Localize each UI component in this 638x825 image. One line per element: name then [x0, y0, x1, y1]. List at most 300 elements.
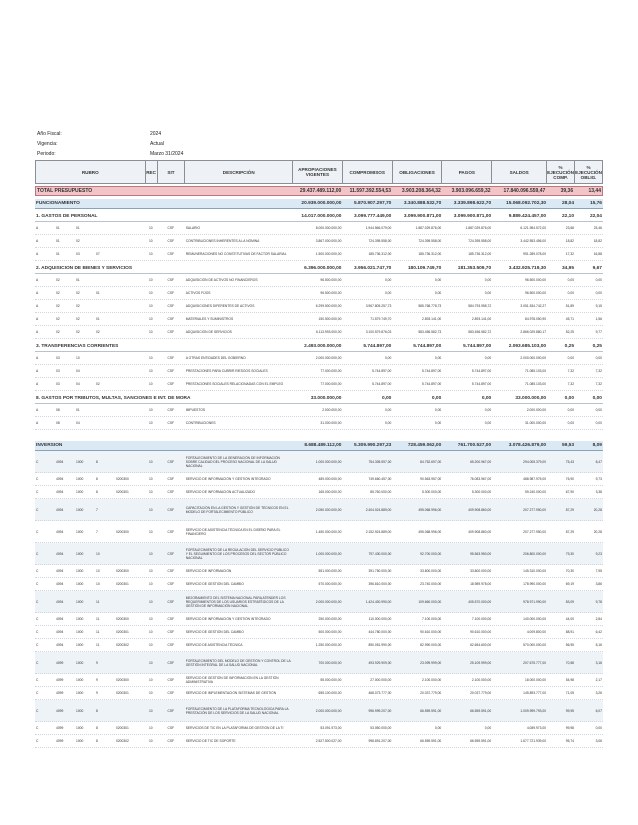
- saldos-cell: 2.000.000.000,00: [520, 356, 547, 360]
- header-ejecucion-oblig: % EJECUCIÓN OBLIG.: [575, 164, 602, 180]
- meta-row: [37, 139, 183, 149]
- ejec-oblig-cell: 3,16: [595, 660, 602, 665]
- descripcion-cell: FORTALECIMIENTO DE LA PLATAFORMA TECNOLÓGICA PARA LA PRESTACIÓN DE LOS SERVICIOS DE LA SALUD NACIONAL: [185, 706, 289, 715]
- rec-cell: 10: [148, 643, 153, 647]
- compromisos-cell: 391.750.000,00: [368, 569, 392, 573]
- table-row: [35, 378, 603, 391]
- rubro-part: 1000: [76, 569, 84, 573]
- rubro-cell: [35, 726, 145, 730]
- ejec-oblig-cell: 0,00: [595, 726, 602, 730]
- pagos-cell: 5.300.000,00: [471, 490, 492, 494]
- header-rubro: RUBRO: [36, 161, 146, 183]
- ejec-oblig-cell: 3,26: [595, 691, 602, 695]
- meta-row: [37, 149, 183, 159]
- sit-cell: CSF: [167, 643, 175, 647]
- ejec-comp-cell: 23,68: [565, 226, 575, 230]
- ejec-comp-cell: 95,74: [565, 739, 575, 743]
- table-row: [35, 722, 603, 735]
- saldos-cell: 9.889.424.457,00: [508, 214, 547, 219]
- sit-cell: CSF: [167, 239, 175, 243]
- descripcion-cell: PRESTACIONES SOCIALES RELACIONADAS CON EL EMPLEO: [185, 382, 284, 386]
- obligaciones-cell: 90.563.957,00: [420, 477, 442, 481]
- compromisos-cell: 3.956.021.747,70: [353, 266, 392, 271]
- rubro-part: 1000: [76, 739, 84, 743]
- section-row: [35, 342, 603, 352]
- obligaciones-cell: 0,00: [431, 396, 442, 401]
- rec-cell: 10: [148, 678, 153, 682]
- rubro-cell: [35, 239, 145, 243]
- table-row: [35, 451, 603, 473]
- rec-cell: 10: [148, 421, 153, 425]
- apropiaciones-cell: 53.091.973,00: [320, 726, 342, 730]
- section-row: [35, 394, 603, 404]
- header-apropiaciones: APROPIACIONES VIGENTES: [293, 161, 343, 183]
- obligaciones-cell: 0,00: [434, 291, 442, 295]
- apropiaciones-cell: 1.450.000.000,00: [315, 529, 342, 534]
- saldos-cell: 1.009.999.793,00: [520, 708, 547, 713]
- ejec-comp-cell: 44,00: [565, 617, 575, 621]
- rubro-part: 4094: [56, 529, 64, 534]
- table-row: [35, 313, 603, 326]
- rec-cell: 10: [148, 630, 153, 634]
- rubro-part: [116, 460, 136, 464]
- rubro-part: 01: [56, 252, 60, 256]
- apropiaciones-cell: 1.000.000.000,00: [315, 459, 342, 464]
- sit-cell: CSF: [167, 278, 175, 282]
- rubro-part: 1000: [76, 599, 84, 604]
- rubro-part: 10: [96, 582, 100, 586]
- obligaciones-cell: 109.660.000,00: [418, 599, 442, 604]
- apropiaciones-cell: 14.017.000.000,00: [301, 214, 342, 219]
- saldos-cell: 18.000.000,00: [524, 678, 547, 682]
- table-row: [35, 404, 603, 417]
- saldos-cell: 145.893.777,00: [523, 691, 547, 695]
- compromisos-cell: 185.736.312,00: [368, 252, 392, 256]
- rubro-cell: [35, 408, 145, 412]
- ejec-comp-cell: 54,98: [565, 678, 575, 682]
- saldos-cell: 71.085.103,00: [524, 369, 547, 373]
- meta-label: Periodo:: [37, 151, 56, 157]
- compromisos-cell: 0,00: [384, 291, 392, 295]
- ejec-oblig-cell: 9,23: [595, 551, 602, 556]
- row-label: FUNCIONAMIENTO: [36, 201, 80, 206]
- rubro-cell: [35, 739, 145, 743]
- saldos-cell: 207.277.950,00: [523, 507, 547, 512]
- rubro-part: [96, 421, 116, 425]
- rubro-part: 1000: [76, 490, 84, 494]
- obligaciones-cell: 23.740.000,00: [420, 582, 442, 586]
- rubro-cell: [35, 569, 145, 573]
- pagos-cell: 95.563.950,00: [470, 551, 492, 556]
- rubro-part: 02: [76, 304, 80, 308]
- ejec-comp-cell: 0,00: [567, 421, 575, 425]
- rubro-part: [96, 278, 116, 282]
- rubro-part: [116, 600, 136, 604]
- saldos-cell: 178.990.000,00: [523, 582, 547, 586]
- descripcion-cell: FORTALECIMIENTO DE LA REGULACIÓN DEL SERVICIO PÚBLICO Y EL SEGUIMIENTO DE LOS PROCESOS DEL SECTOR PÚBLICO NACIONAL: [185, 547, 289, 560]
- obligaciones-cell: 5.744.897,00: [422, 382, 442, 386]
- ejec-oblig-cell: 9,15: [595, 304, 602, 308]
- table-row: [35, 735, 603, 748]
- rubro-part: 03: [76, 252, 80, 256]
- compromisos-cell: 754.305.597,00: [368, 459, 392, 464]
- rubro-part: 7: [96, 507, 98, 512]
- saldos-cell: 978.971.990,00: [523, 599, 547, 604]
- table-row: [35, 700, 603, 722]
- ejec-oblig-cell: 0,00: [595, 356, 602, 360]
- rec-cell: 10: [148, 252, 153, 256]
- descripcion-cell: SALARIO: [185, 226, 201, 230]
- rubro-part: 4094: [56, 643, 64, 647]
- table-row: [35, 473, 603, 486]
- descripcion-cell: SERVICIO DE GESTIÓN DEL CAMBIO: [185, 630, 244, 634]
- header-descripcion: DESCRIPCIÓN: [185, 161, 293, 183]
- rec-cell: 10: [148, 408, 153, 412]
- ejec-comp-cell: 59,53: [562, 443, 575, 448]
- rubro-part: 4094: [56, 630, 64, 634]
- rubro-part: 4099: [56, 691, 64, 695]
- apropiaciones-cell: 8.000.000.000,00: [315, 226, 342, 230]
- rubro-part: [116, 709, 136, 713]
- ejec-comp-cell: 79,30: [565, 551, 575, 556]
- pagos-cell: 33.800.000,00: [470, 569, 492, 573]
- saldos-cell: 570.000.000,00: [523, 643, 547, 647]
- descripcion-cell: SERVICIO DE TIC DE SOPORTE: [185, 739, 236, 743]
- rubro-part: A: [36, 356, 39, 360]
- saldos-cell: 3.051.534.742,27: [520, 304, 547, 308]
- obligaciones-cell: 20.037.779,00: [420, 691, 442, 695]
- obligaciones-cell: 0,00: [434, 278, 442, 282]
- ejec-comp-cell: 0,00: [567, 278, 575, 282]
- rubro-part: 01: [96, 291, 100, 295]
- ejec-comp-cell: 67,90: [565, 490, 575, 494]
- sit-cell: CSF: [167, 551, 175, 556]
- rubro-part: 0200301: [116, 726, 129, 730]
- rubro-part: 4099: [56, 660, 64, 665]
- descripcion-cell: FORTALECIMIENTO DEL MODELO DE GESTIÓN Y CONTROL DE LA GESTIÓN INTEGRAL DE LA SALUD NACIONAL: [185, 658, 291, 667]
- ejec-oblig-cell: 5,16: [595, 643, 602, 647]
- ejec-comp-cell: 71,05: [565, 691, 575, 695]
- row-label: INVERSIÓN: [36, 443, 63, 448]
- ejec-oblig-cell: 20,28: [593, 507, 602, 512]
- rubro-part: C: [36, 551, 39, 556]
- table-header: [35, 160, 603, 184]
- sit-cell: CSF: [167, 507, 175, 512]
- ejec-oblig-cell: 6,42: [595, 630, 602, 634]
- rubro-part: 02: [56, 304, 60, 308]
- rec-cell: 10: [148, 356, 153, 360]
- ejec-oblig-cell: 3,06: [595, 739, 602, 743]
- sit-cell: CSF: [167, 691, 175, 695]
- rubro-part: 1000: [76, 551, 84, 556]
- rubro-cell: [35, 421, 145, 425]
- rubro-part: 02: [76, 239, 80, 243]
- rubro-part: 0200302: [116, 739, 129, 743]
- obligaciones-cell: 5.744.897,00: [422, 369, 442, 373]
- rubro-cell: [35, 600, 145, 604]
- rubro-part: 9: [96, 678, 98, 682]
- ejec-comp-cell: 52,25: [565, 330, 575, 334]
- ejec-comp-cell: 0,00: [564, 396, 575, 401]
- pagos-cell: 409.908.860,00: [468, 529, 492, 534]
- table-row: [35, 365, 603, 378]
- compromisos-cell: 996.999.207,00: [368, 708, 392, 713]
- rubro-part: 4094: [56, 599, 64, 604]
- table-row: [35, 674, 603, 687]
- rubro-part: [96, 408, 116, 412]
- rubro-part: 02: [56, 330, 60, 334]
- apropiaciones-cell: 33.000.000,00: [310, 396, 342, 401]
- saldos-cell: 4.009.800,00: [526, 630, 547, 634]
- pagos-cell: 584.793.958,72: [468, 304, 492, 308]
- saldos-cell: 2.093.685.103,00: [508, 344, 547, 349]
- sit-cell: CSF: [167, 382, 175, 386]
- saldos-cell: 17.840.096.559,47: [503, 188, 546, 194]
- rubro-part: A: [36, 408, 39, 412]
- ejec-comp-cell: 0,00: [567, 291, 575, 295]
- funcionamiento-row: [35, 199, 603, 209]
- ejec-oblig-cell: 2,17: [595, 678, 602, 682]
- obligaciones-cell: 90.610.000,00: [420, 630, 442, 634]
- rubro-part: 04: [76, 382, 80, 386]
- pagos-cell: 18.989.978,00: [470, 582, 492, 586]
- rubro-part: C: [36, 726, 39, 730]
- rubro-part: 0200300: [116, 617, 129, 621]
- rubro-part: 01: [76, 408, 80, 412]
- saldos-cell: 1.677.721.939,00: [520, 739, 547, 743]
- rubro-cell: [35, 317, 145, 321]
- rubro-part: A: [36, 330, 39, 334]
- apropiaciones-cell: 77.000.000,00: [320, 382, 342, 386]
- table-row: [35, 486, 603, 499]
- pagos-cell: 0,00: [484, 356, 492, 360]
- descripcion-cell: SERVICIO DE INFORMACIÓN Y GESTIÓN INTEGRADO: [185, 477, 271, 481]
- apropiaciones-cell: 31.000.000,00: [320, 421, 342, 425]
- compromisos-cell: 396.810.000,00: [368, 582, 392, 586]
- obligaciones-cell: 2.893.141,00: [422, 317, 442, 321]
- compromisos-cell: 1.944.566.079,00: [365, 226, 392, 230]
- rec-cell: 10: [148, 369, 153, 373]
- meta-row: [37, 129, 183, 139]
- rubro-part: A: [36, 421, 39, 425]
- descripcion-cell: CONTRIBUCIONES INHERENTES A LA NÓMINA: [185, 239, 260, 243]
- descripcion-cell: ADQUISICIONES DIFERENTES DE ACTIVOS: [185, 304, 255, 308]
- rubro-part: C: [36, 569, 39, 573]
- pagos-cell: 0,00: [481, 396, 492, 401]
- saldos-cell: 207.277.950,00: [523, 529, 547, 534]
- rubro-part: C: [36, 739, 39, 743]
- pagos-cell: 409.908.860,00: [468, 507, 492, 512]
- rubro-part: A: [36, 304, 39, 308]
- header-obligaciones: OBLIGACIONES: [393, 161, 443, 183]
- ejec-comp-cell: 17,32: [565, 252, 575, 256]
- pagos-cell: 405.570.000,00: [468, 599, 492, 604]
- pagos-cell: 5.744.897,00: [463, 344, 492, 349]
- rubro-part: C: [36, 643, 39, 647]
- sit-cell: CSF: [167, 569, 175, 573]
- compromisos-cell: 998.891.207,00: [368, 739, 392, 743]
- header-rec: REC: [146, 161, 158, 183]
- rubro-part: 02: [96, 382, 100, 386]
- rubro-part: 4099: [56, 726, 64, 730]
- table-body: [35, 186, 603, 748]
- pagos-cell: 2.893.141,00: [471, 317, 492, 321]
- rec-cell: 10: [148, 569, 153, 573]
- sit-cell: CSF: [167, 408, 175, 412]
- rubro-part: 8: [96, 726, 98, 730]
- rubro-part: 0200301: [116, 490, 129, 494]
- saldos-cell: 488.987.975,00: [523, 477, 547, 481]
- compromisos-cell: 71.579.749,70: [370, 317, 392, 321]
- descripcion-cell: CAPACITACIÓN EN LA GESTIÓN Y GESTIÓN DE TÉCNICOS EN EL MODELO DE FORTALECIMIENTO PÚBLICO: [185, 505, 289, 514]
- descripcion-cell: SERVICIO DE IMPLEMENTACIÓN SISTEMAS DE GESTIÓN: [185, 691, 277, 695]
- rubro-part: 1000: [76, 582, 84, 586]
- rubro-part: [96, 304, 116, 308]
- ejec-comp-cell: 0,25: [564, 344, 575, 349]
- ejec-comp-cell: 70,30: [565, 569, 575, 573]
- table-row: [35, 521, 603, 543]
- report-metadata: [37, 129, 183, 159]
- obligaciones-cell: 82.990.000,00: [420, 643, 442, 647]
- rubro-part: 7: [96, 529, 98, 534]
- saldos-cell: 2.000.000,00: [526, 408, 547, 412]
- rubro-part: [116, 552, 136, 556]
- compromisos-cell: 11.597.392.554,53: [349, 188, 392, 194]
- table-row: [35, 687, 603, 700]
- saldos-cell: 3.432.925.719,30: [508, 266, 547, 271]
- rubro-part: 01: [56, 239, 60, 243]
- compromisos-cell: 444.780.000,00: [368, 630, 392, 634]
- rubro-cell: [35, 678, 145, 682]
- saldos-cell: 96.500.000,00: [524, 291, 547, 295]
- saldos-cell: 3.442.553.456,00: [520, 239, 547, 243]
- sit-cell: CSF: [167, 490, 175, 494]
- rubro-cell: [35, 369, 145, 373]
- pagos-cell: 724.395.558,00: [468, 239, 492, 243]
- obligaciones-cell: 583.456.582,73: [418, 330, 442, 334]
- descripcion-cell: ACTIVOS FIJOS: [185, 291, 211, 295]
- saldos-cell: 33.000.000,00: [515, 396, 547, 401]
- rubro-part: 04: [76, 421, 80, 425]
- apropiaciones-cell: 2.000.000,00: [322, 408, 342, 412]
- pagos-cell: 3.099.900.871,00: [453, 214, 492, 219]
- rubro-part: 1000: [76, 726, 84, 730]
- rubro-part: 8: [96, 490, 98, 494]
- sit-cell: CSF: [167, 529, 175, 534]
- compromisos-cell: 0,00: [384, 278, 392, 282]
- sit-cell: CSF: [167, 421, 175, 425]
- rec-cell: 10: [148, 226, 153, 230]
- saldos-cell: 59.240.000,00: [524, 490, 547, 494]
- rubro-part: A: [36, 239, 39, 243]
- sit-cell: CSF: [167, 726, 175, 730]
- rubro-part: C: [36, 660, 39, 665]
- pagos-cell: 0,00: [484, 408, 492, 412]
- table-row: [35, 499, 603, 521]
- compromisos-cell: 5.744.897,00: [372, 382, 392, 386]
- saldos-cell: 96.500.000,00: [524, 278, 547, 282]
- rubro-cell: [35, 226, 145, 230]
- ejec-oblig-cell: 1,56: [595, 317, 602, 321]
- rec-cell: 10: [148, 726, 153, 730]
- compromisos-cell: 85.760.000,00: [370, 490, 392, 494]
- rubro-part: 10: [96, 551, 100, 556]
- descripcion-cell: SERVICIO DE INFORMACIÓN Y GESTIÓN INTEGRADO: [185, 617, 271, 621]
- ejec-comp-cell: 75,43: [565, 459, 575, 464]
- rec-cell: 10: [148, 459, 153, 464]
- obligaciones-cell: 724.395.558,00: [418, 239, 442, 243]
- sit-cell: CSF: [167, 369, 175, 373]
- sit-cell: CSF: [167, 678, 175, 682]
- ejec-oblig-cell: 9,67: [592, 266, 602, 271]
- budget-execution-table: [35, 160, 603, 748]
- compromisos-cell: 5.744.897,00: [363, 344, 392, 349]
- table-row: [35, 352, 603, 365]
- rubro-part: 8: [96, 477, 98, 481]
- meta-label: Año Fiscal:: [37, 131, 62, 137]
- rubro-part: 1000: [76, 708, 84, 713]
- sit-cell: CSF: [167, 317, 175, 321]
- pagos-cell: 1.887.029.876,00: [465, 226, 492, 230]
- ejec-comp-cell: 34,95: [562, 266, 575, 271]
- sit-cell: CSF: [167, 291, 175, 295]
- table-row: [35, 326, 603, 339]
- ejec-oblig-cell: 0,00: [592, 396, 602, 401]
- sit-cell: CSF: [167, 660, 175, 665]
- apropiaciones-cell: 1.500.000.000,00: [315, 252, 342, 256]
- total-presupuesto-row: [35, 186, 603, 196]
- rubro-part: A: [36, 252, 39, 256]
- pagos-cell: 7.100.000,00: [471, 617, 492, 621]
- rubro-part: 02: [76, 330, 80, 334]
- rec-cell: 10: [148, 708, 153, 713]
- descripcion-cell: SERVICIO DE ASISTENCIA TÉCNICA EN EL DISEÑO PARA EL FINANCIERO: [185, 527, 281, 536]
- compromisos-cell: 53.050.000,00: [370, 726, 392, 730]
- ejec-oblig-cell: 8,47: [595, 459, 602, 464]
- rubro-part: C: [36, 582, 39, 586]
- table-row: [35, 626, 603, 639]
- pagos-cell: 185.736.312,00: [468, 252, 492, 256]
- sit-cell: CSF: [167, 330, 175, 334]
- rec-cell: 10: [148, 304, 153, 308]
- meta-value: Marzo 31/2024: [150, 151, 184, 157]
- apropiaciones-cell: 250.000.000,00: [318, 617, 342, 621]
- rubro-part: 1000: [76, 617, 84, 621]
- compromisos-cell: 0,00: [384, 408, 392, 412]
- sit-cell: CSF: [167, 226, 175, 230]
- apropiaciones-cell: 2.527.500.027,00: [315, 739, 342, 743]
- sit-cell: CSF: [167, 630, 175, 634]
- rubro-cell: [35, 460, 145, 464]
- sit-cell: CSF: [167, 356, 175, 360]
- rubro-part: 03: [56, 356, 60, 360]
- rubro-part: C: [36, 691, 39, 695]
- saldos-cell: 140.000.000,00: [523, 617, 547, 621]
- descripcion-cell: CONTRIBUCIONES: [185, 421, 216, 425]
- meta-value: 2024: [150, 131, 162, 137]
- sit-cell: CSF: [167, 599, 175, 604]
- rec-cell: 10: [148, 490, 153, 494]
- rubro-part: 11: [96, 599, 100, 604]
- rubro-part: 0200300: [116, 678, 129, 682]
- rubro-part: 4094: [56, 477, 64, 481]
- rubro-part: 03: [56, 369, 60, 373]
- ejec-oblig-cell: 0,00: [595, 278, 602, 282]
- compromisos-cell: 468.073.777,00: [368, 691, 392, 695]
- table-row: [35, 274, 603, 287]
- ejec-comp-cell: 0,00: [567, 408, 575, 412]
- apropiaciones-cell: 29.437.489.112,00: [299, 188, 342, 194]
